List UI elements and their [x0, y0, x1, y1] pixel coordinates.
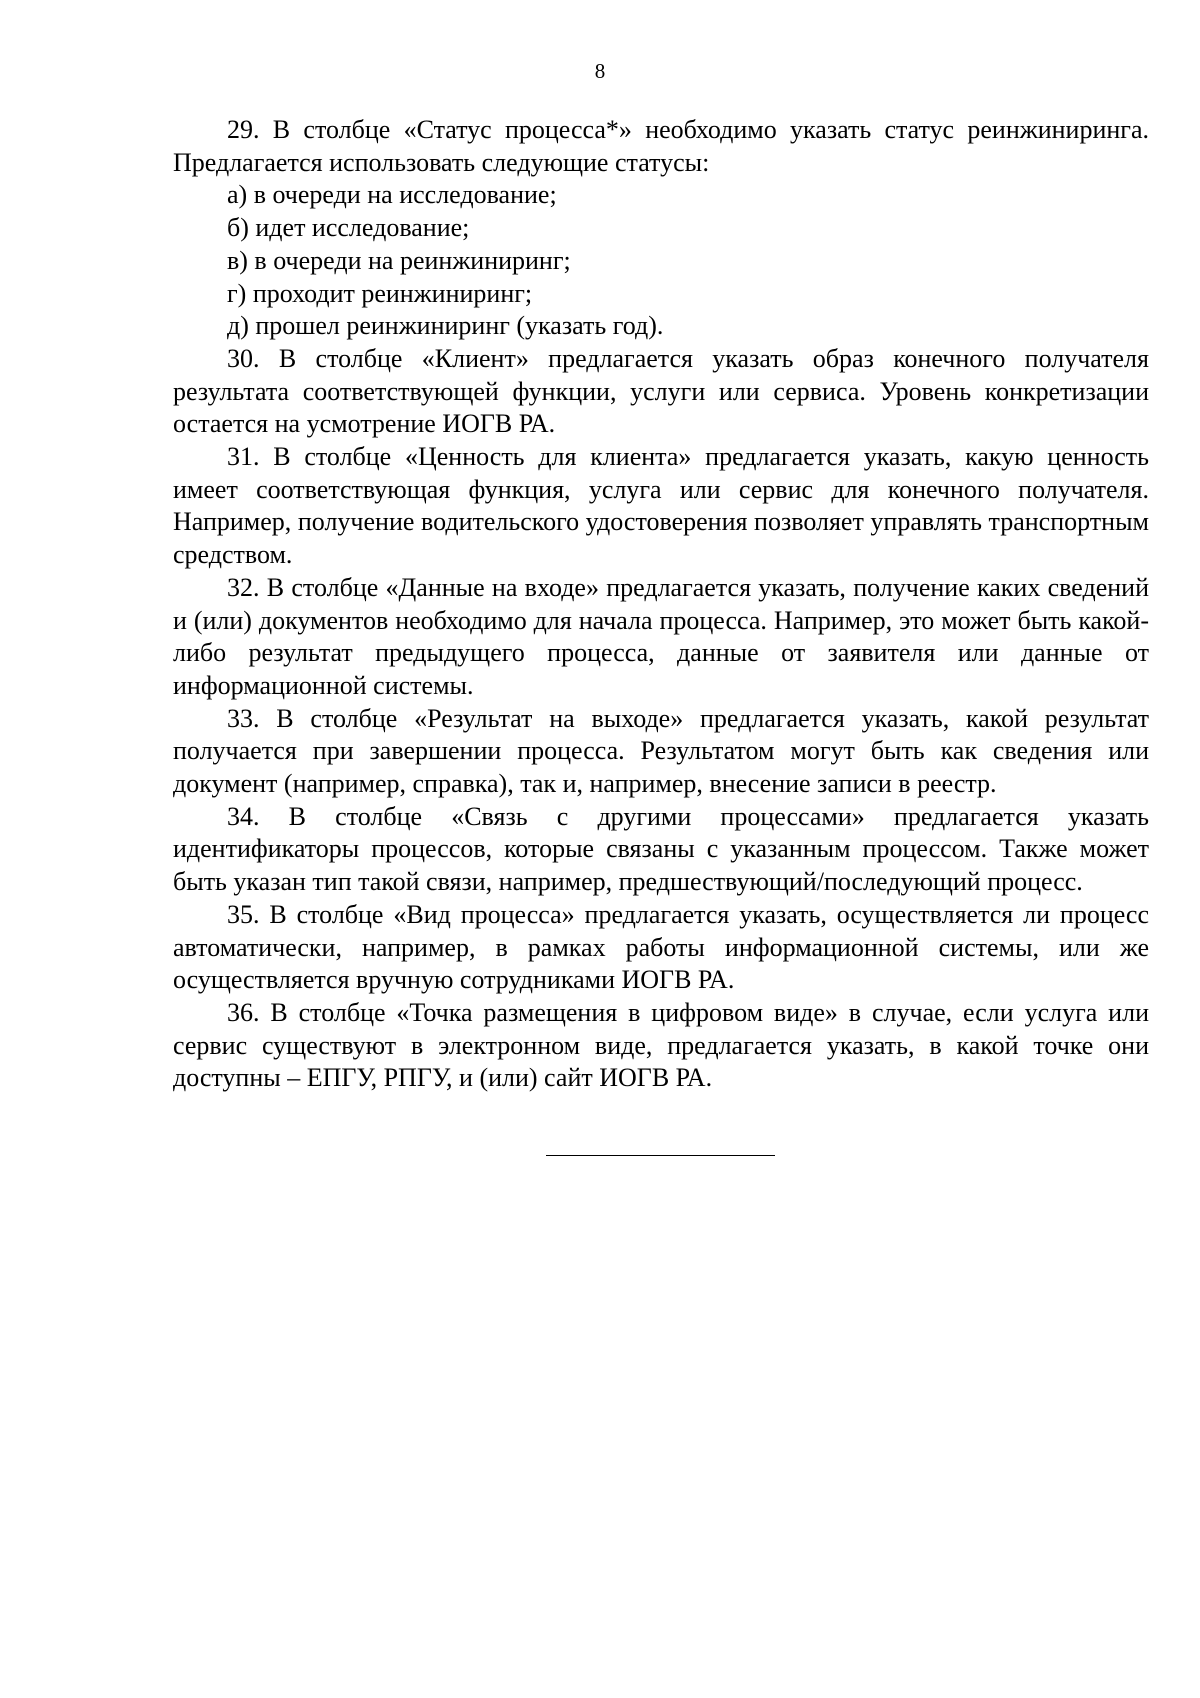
paragraph-32: 32. В столбце «Данные на входе» предлагается указать, получение каких сведений и (или) документов необходимо для начала процесса. Например, это может быть какой-либо результат предыдущего процесса, данные от заявителя или данные от информационной системы.	[173, 572, 1149, 700]
paragraph-35: 35. В столбце «Вид процесса» предлагается указать, осуществляется ли процесс автоматически, например, в рамках работы информационной системы, или же осуществляется вручную сотрудниками ИОГВ РА.	[173, 899, 1149, 995]
document-body	[173, 114, 1149, 1095]
paragraph-31: 31. В столбце «Ценность для клиента» предлагается указать, какую ценность имеет соответствующая функция, услуга или сервис для конечного получателя. Например, получение водительского удостоверения позволяет управлять транспортным средством.	[173, 442, 1149, 570]
paragraph-30: 30. В столбце «Клиент» предлагается указать образ конечного получателя результата соответствующей функции, услуги или сервиса. Уровень конкретизации остается на усмотрение ИОГВ РА.	[173, 343, 1149, 439]
page-number: 8	[594, 59, 606, 83]
end-of-document-rule	[546, 1155, 775, 1156]
status-item-b: б) идет исследование;	[227, 213, 470, 243]
paragraph-33: 33. В столбце «Результат на выходе» предлагается указать, какой результат получается при завершении процесса. Результатом могут быть как сведения или документ (например, справка), так и, например, внесение записи в реестр.	[173, 703, 1149, 799]
paragraph-34: 34. В столбце «Связь с другими процессами» предлагается указать идентификаторы процессов, которые связаны с указанным процессом. Также может быть указан тип такой связи, например, предшествующий/последующий процесс.	[173, 801, 1149, 897]
status-item-g: г) проходит реинжиниринг;	[227, 278, 533, 308]
status-item-a: а) в очереди на исследование;	[227, 180, 557, 210]
paragraph-36: 36. В столбце «Точка размещения в цифровом виде» в случае, если услуга или сервис существуют в электронном виде, предлагается указать, в какой точке они доступны – ЕПГУ, РПГУ, и (или) сайт ИОГВ РА.	[173, 997, 1149, 1093]
paragraph-29: 29. В столбце «Статус процесса*» необходимо указать статус реинжиниринга. Предлагается использовать следующие статусы:	[173, 115, 1149, 177]
status-item-d: д) прошел реинжиниринг (указать год).	[227, 311, 664, 341]
status-item-v: в) в очереди на реинжиниринг;	[227, 245, 571, 275]
